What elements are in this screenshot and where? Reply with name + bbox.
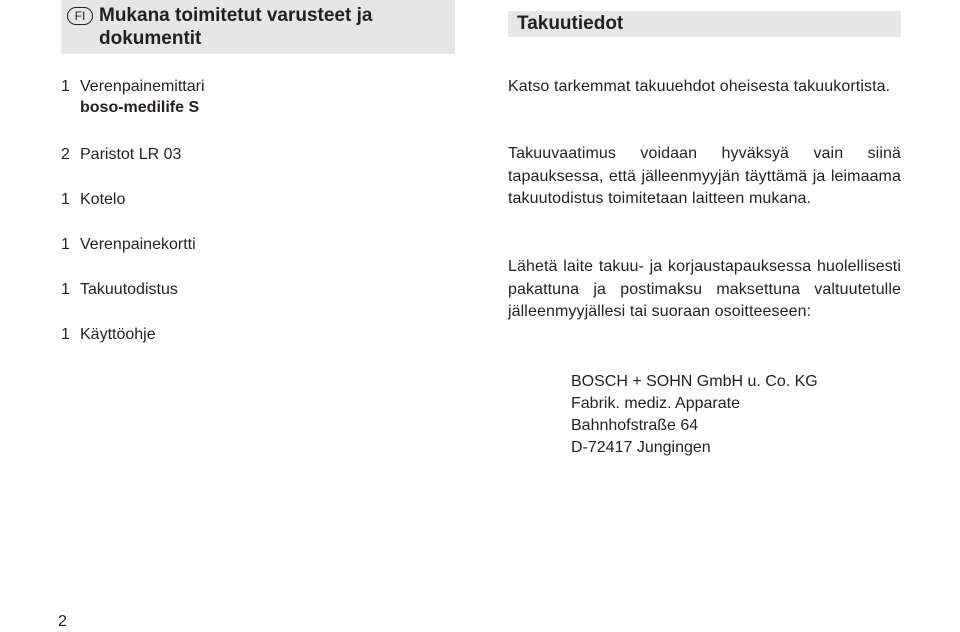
item-quantity: 1 bbox=[61, 78, 70, 95]
item-name bbox=[80, 76, 205, 118]
item-quantity: 1 bbox=[61, 236, 70, 253]
item-name: Käyttöohje bbox=[80, 326, 156, 343]
item-quantity: 1 bbox=[61, 281, 70, 298]
item-quantity: 1 bbox=[61, 191, 70, 208]
right-section-title: Takuutiedot bbox=[517, 13, 624, 34]
page-number: 2 bbox=[58, 613, 67, 630]
left-section-header bbox=[61, 0, 455, 54]
item-name: Paristot LR 03 bbox=[80, 146, 182, 163]
item-name-text: Verenpainemittari bbox=[80, 78, 205, 95]
list-item bbox=[61, 234, 196, 255]
warranty-paragraph-3: Lähetä laite takuu- ja korjaustapauksessa huolellisesti pakattuna ja postimaksu maksettuna valtuutetulle jälleenmyyjällesi tai suoraan osoitteeseen: bbox=[508, 258, 901, 320]
warranty-paragraph-1: Katso tarkemmat takuuehdot oheisesta takuukortista. bbox=[508, 78, 891, 95]
item-name: Kotelo bbox=[80, 191, 126, 208]
item-name: Takuutodistus bbox=[80, 281, 178, 298]
list-item bbox=[61, 76, 205, 118]
list-item bbox=[61, 189, 125, 210]
item-quantity: 2 bbox=[61, 146, 70, 163]
item-model-name: boso-medilife S bbox=[80, 99, 200, 116]
manufacturer-address bbox=[571, 371, 818, 459]
list-item bbox=[61, 144, 181, 165]
item-name: Verenpainekortti bbox=[80, 236, 196, 253]
list-item bbox=[61, 279, 178, 300]
right-section-header bbox=[508, 11, 901, 37]
list-item bbox=[61, 324, 156, 345]
address-division: Fabrik. mediz. Apparate bbox=[571, 395, 740, 412]
language-badge: FI bbox=[67, 7, 93, 25]
left-section-title: Mukana toimitetut varusteet ja dokumentit bbox=[99, 5, 373, 49]
warranty-paragraph-2: Takuuvaatimus voidaan hyväksyä vain siinä tapauksessa, että jälleenmyyjän täyttämä ja leimaama takuutodistus toimitetaan laitteen mukana. bbox=[508, 145, 901, 207]
address-city: D-72417 Jungingen bbox=[571, 439, 711, 456]
address-street: Bahnhofstraße 64 bbox=[571, 417, 699, 434]
address-company: BOSCH + SOHN GmbH u. Co. KG bbox=[571, 373, 818, 390]
item-quantity: 1 bbox=[61, 326, 70, 343]
